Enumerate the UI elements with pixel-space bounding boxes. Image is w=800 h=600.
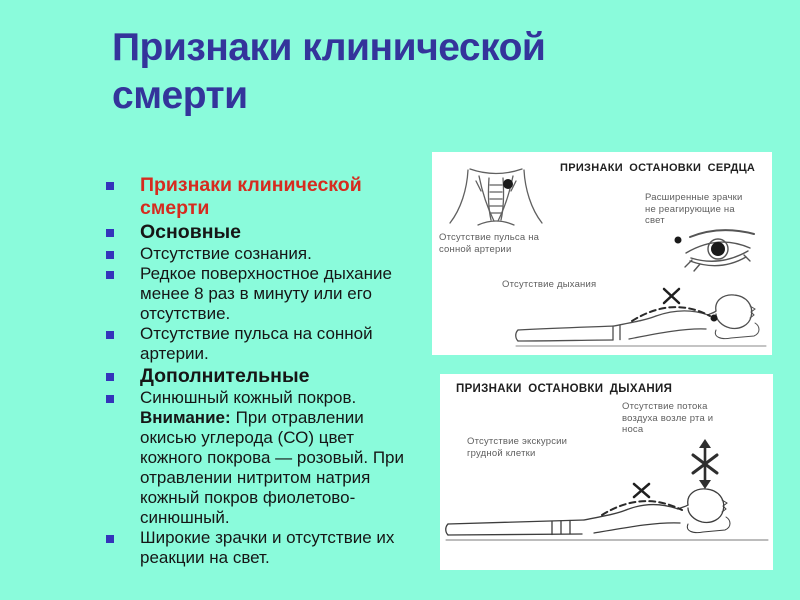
list-item xyxy=(102,364,414,388)
list-item xyxy=(102,388,414,528)
list-item xyxy=(102,264,414,324)
no-breathing-label: Отсутствие дыхания xyxy=(502,279,597,290)
respiratory-arrest-figure xyxy=(440,374,773,570)
bullet-square-icon xyxy=(106,271,114,279)
figure-title: ПРИЗНАКИ ОСТАНОВКИ СЕРДЦА xyxy=(560,162,756,174)
neck-carotid-diagram-icon xyxy=(446,165,546,231)
list-item xyxy=(102,174,414,220)
carotid-pulse-label: Отсутствие пульса на сонной артерии xyxy=(439,232,540,255)
no-airflow-label: Отсутствие потока воздуха возле рта и носа xyxy=(622,401,714,435)
bullet-square-icon xyxy=(106,395,114,403)
list-item-text: Отсутствие пульса на сонной артерии. xyxy=(140,324,373,363)
list-item xyxy=(102,324,414,364)
list-item-text: Широкие зрачки и отсутствие их реакции на свет. xyxy=(140,528,395,567)
bullet-square-icon xyxy=(106,182,114,190)
list-item-text: Признаки клинической смерти xyxy=(140,174,362,219)
list-item xyxy=(102,528,414,568)
figure-title: ПРИЗНАКИ ОСТАНОВКИ ДЫХАНИЯ xyxy=(456,383,673,395)
list-item-text: Редкое поверхностное дыхание менее 8 раз в минуту или его отсутствие. xyxy=(140,264,392,323)
list-item xyxy=(102,244,414,264)
page-title: Признаки клинической смерти xyxy=(112,26,546,117)
lying-body-diagram-icon xyxy=(514,288,768,350)
list-item-text: Отсутствие сознания. xyxy=(140,244,312,263)
list-item-text: При отравлении окисью углерода (СО) цвет кожного покрова — розовый. При отравлении нитритом натрия кожный покров фиолетово-синюшный. xyxy=(140,408,404,527)
bullet-square-icon xyxy=(106,373,114,381)
bullet-list xyxy=(102,174,414,568)
bullet-square-icon xyxy=(106,251,114,259)
bullet-square-icon xyxy=(106,229,114,237)
eye-pupil-diagram-icon xyxy=(674,224,762,274)
attention-label: Внимание: xyxy=(140,408,231,427)
list-item-text: Основные xyxy=(140,221,241,243)
dilated-pupils-label: Расширенные зрачки не реагирующие на свет xyxy=(645,192,743,226)
lying-body-diagram-icon xyxy=(444,484,770,544)
list-item-text: Синюшный кожный покров. xyxy=(140,388,357,407)
bullet-square-icon xyxy=(106,331,114,339)
no-chest-excursion-label: Отсутствие экскурсии грудной клетки xyxy=(467,436,568,459)
list-item xyxy=(102,220,414,244)
crossed-airflow-arrow-icon xyxy=(690,438,720,490)
list-item-text: Дополнительные xyxy=(140,365,310,387)
bullet-square-icon xyxy=(106,535,114,543)
cardiac-arrest-figure xyxy=(432,152,772,355)
